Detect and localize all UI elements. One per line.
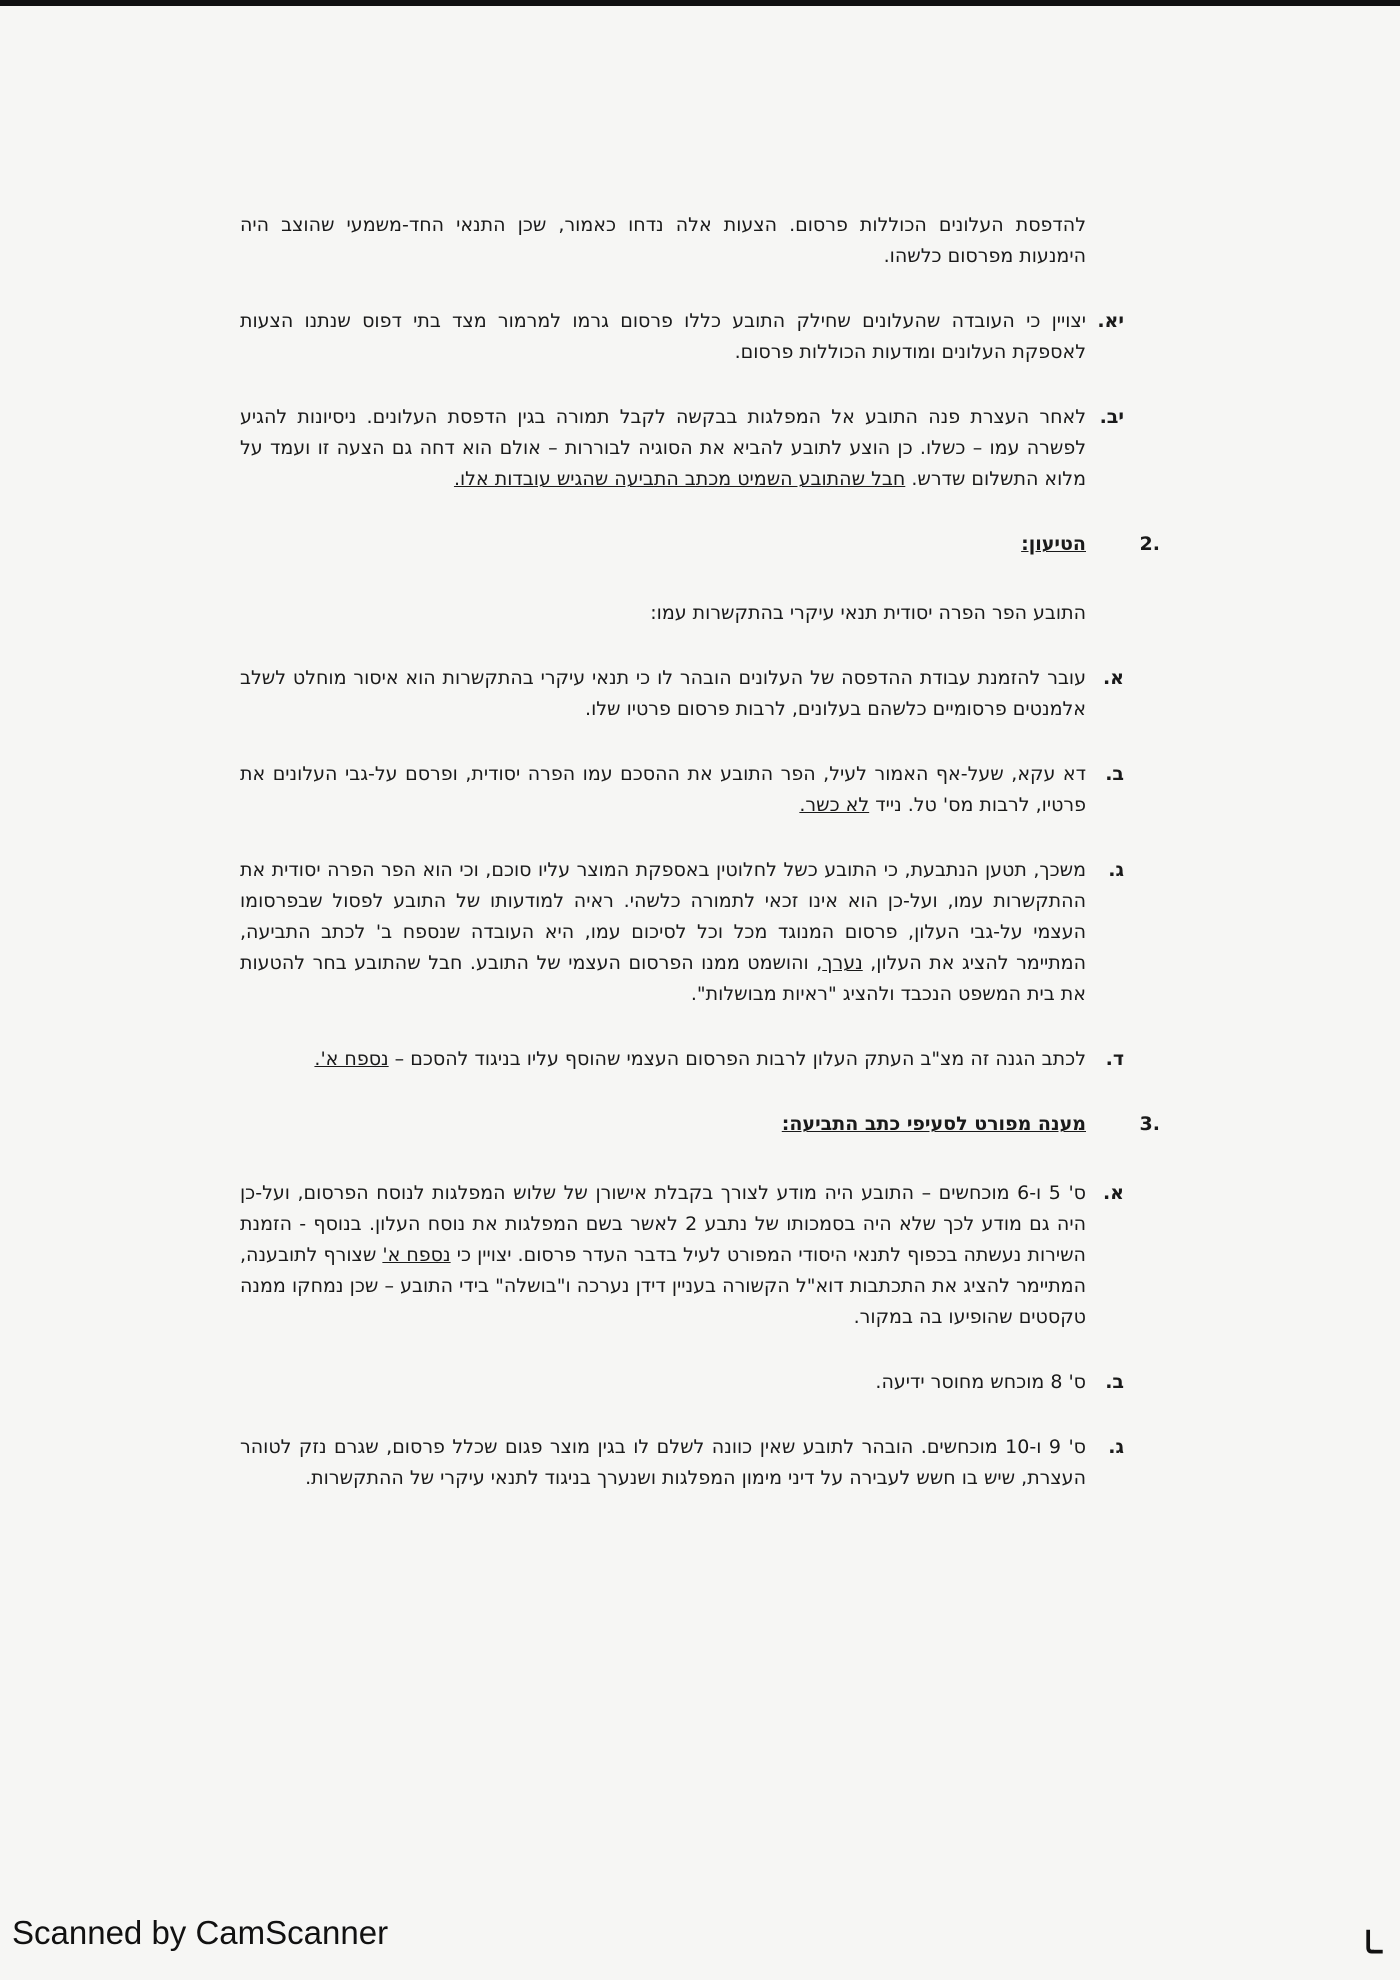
section-number: .2 [1139,533,1160,555]
paragraph-text: משכך, תטען הנתבעת, כי התובע כשל לחלוטין באספקת המוצר עליו סוכם, וכי הוא הפר הפרה יסודית את ההתקשרות עמו, ועל-כן הוא אינו זכאי לתמורה כלשהי. ראיה למודעותו של התובע לפסול שבפרסומו העצמי על-גבי העלון, פרסום המנוגד מכל וכל לסיכום עמו, היא העובדה שנספח ב' לכתב התביעה, המתיימר להציג את העלון, [240,859,1087,974]
scanner-watermark: Scanned by CamScanner [12,1914,389,1951]
underlined-text: נספח א' [382,1244,451,1266]
paragraph-2c [240,855,1124,1010]
paragraph-marker: ב. [1105,763,1124,785]
paragraph-text: לכתב הגנה זה מצ"ב העתק העלון לרבות הפרסום העצמי שהוסף עליו בניגוד להסכם – [388,1048,1086,1070]
paragraph-3b [240,1367,1124,1398]
intro-text: התובע הפר הפרה יסודית תנאי עיקרי בהתקשרות עמו: [650,602,1086,624]
paragraph-text: עובר להזמנת עבודת ההדפסה של העלונים הובהר לו כי תנאי עיקרי בהתקשרות הוא איסור מוחלט לשלב אלמנטים פרסומיים כלשהם בעלונים, לרבות פרסום פרטיו שלו. [240,667,1086,720]
paragraph-2b [240,759,1124,821]
paragraph-marker: יב. [1099,406,1124,428]
paragraph-3c [240,1432,1124,1494]
paragraph-text-continued: שצורף לתובענה, המתיימר להציג את התכתבות דוא"ל הקשורה בעניין דידן נערכה ו"בושלה" בידי התובע – שכן נמחקו ממנה טקסטים שהופיעו בה במקור. [240,1244,1086,1328]
section-heading-2 [240,529,1160,560]
paragraph-text: דא עקא, שעל-אף האמור לעיל, הפר התובע את ההסכם עמו הפרה יסודית, ופרסם על-גבי העלונים את פרטיו, לרבות מס' טל. נייד [240,763,1086,816]
paragraph-text: ס' 5 ו-6 מוכחשים – התובע היה מודע לצורך בקבלת אישורן של שלוש המפלגות לנוסח הפרסום, ועל-כן היה גם מודע לכך שלא היה בסמכותו של נתבע 2 לאשר בשם המפלגות את נוסח העלון. בנוסף - הזמנת השירות נעשתה בכפוף לתנאי היסודי המפורט לעיל בדבר העדר פרסום. יצויין כי [240,1182,1087,1266]
paragraph-3a [240,1178,1124,1333]
paragraph-marker: יא. [1097,310,1124,332]
underlined-text: לא כשר. [799,794,870,816]
paragraph-yb [240,402,1124,495]
paragraph-marker: ג. [1108,1436,1124,1458]
underlined-text: חבל שהתובע השמיט מכתב התביעה שהגיש עובדות אלו. [453,468,906,490]
section-number: .3 [1139,1113,1160,1135]
section-title: הטיעון: [1021,533,1086,555]
page-corner-mark: ـا [1364,1927,1382,1960]
paragraph-marker: ב. [1105,1371,1124,1393]
paragraph-2d [240,1044,1124,1075]
paragraph-marker: ג. [1108,859,1124,881]
paragraph-marker: א. [1102,1182,1124,1204]
scan-top-edge [0,0,1400,6]
paragraph-text-continued: , והושמט ממנו הפרסום העצמי של התובע. חבל שהתובע בחר להטעות את בית המשפט הנכבד ולהציג "ראיות מבושלות". [240,952,1086,1005]
underlined-text: נספח א'. [314,1048,389,1070]
underlined-text: נערך [822,952,863,974]
paragraph-text: להדפסת העלונים הכוללות פרסום. הצעות אלה נדחו כאמור, שכן התנאי החד-משמעי שהוצב היה הימנעות מפרסום כלשהו. [240,214,1086,267]
section-heading-3 [240,1109,1160,1140]
paragraph-2a [240,663,1124,725]
document-body [240,210,1160,1528]
paragraph-marker: ד. [1105,1048,1124,1070]
paragraph-text: יצויין כי העובדה שהעלונים שחילק התובע כללו פרסום גרמו למרמור מצד בתי דפוס שנתנו הצעות לאספקת העלונים ומודעות הכוללות פרסום. [240,310,1086,363]
section-intro [240,598,1120,629]
section-title: מענה מפורט לסעיפי כתב התביעה: [781,1113,1086,1135]
paragraph-ya [240,306,1124,368]
paragraph-continuation [240,210,1120,272]
paragraph-text: ס' 8 מוכחש מחוסר ידיעה. [875,1371,1086,1393]
paragraph-text: ס' 9 ו-10 מוכחשים. הובהר לתובע שאין כוונה לשלם לו בגין מוצר פגום שכלל פרסום, שגרם נזק לטוהר העצרת, שיש בו חשש לעבירה על דיני מימון המפלגות ושנערך בניגוד לתנאי עיקרי של ההתקשרות. [240,1436,1087,1489]
paragraph-text: לאחר העצרת פנה התובע אל המפלגות בבקשה לקבל תמורה בגין הדפסת העלונים. ניסיונות להגיע לפשרה עמו – כשלו. כן הוצע לתובע להביא את הסוגיה לבוררות – אולם הוא דחה גם הצעה זו ועמד על מלוא התשלום שדרש. [240,406,1086,490]
paragraph-marker: א. [1102,667,1124,689]
